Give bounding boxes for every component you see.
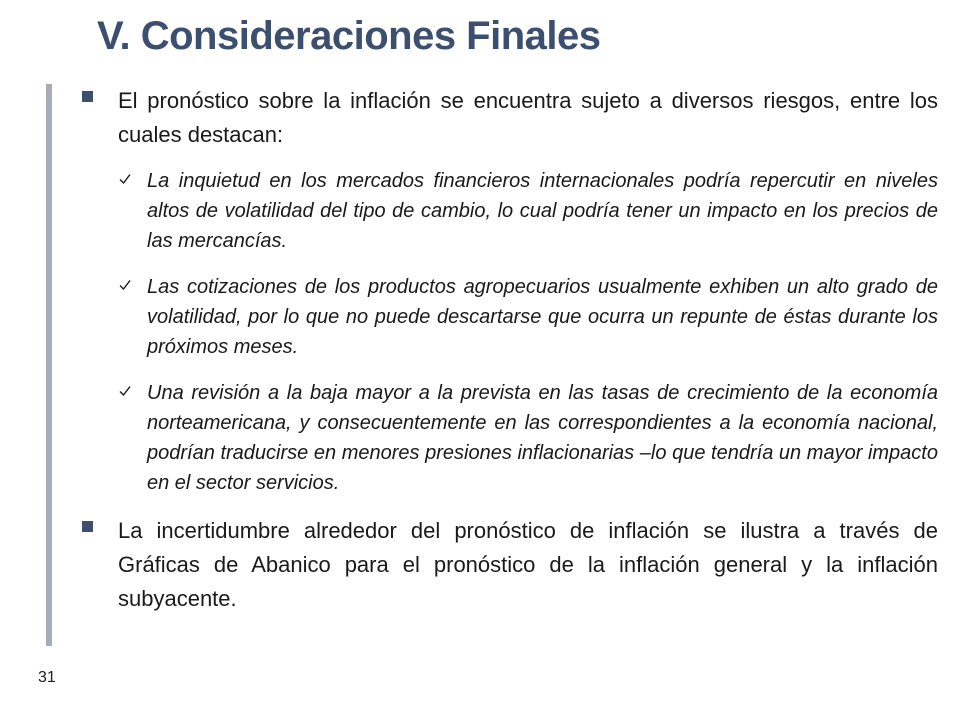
checkmark-icon [118,278,132,292]
sub-item [118,378,938,498]
sub-item-text: Una revisión a la baja mayor a la prevista en las tasas de crecimiento de la economía norteamericana, y consecuentemente en las correspondientes a la economía nacional, podrían traducirse en menores presiones inflacionarias –lo que tendría un mayor impacto en el sector servicios. [147,382,938,494]
checkmark-icon [118,384,132,398]
sub-item [118,272,938,362]
sub-item-text: La inquietud en los mercados financieros internacionales podría repercutir en niveles altos de volatilidad del tipo de cambio, lo cual podría tener un impacto en los precios de las mercancías. [147,170,938,252]
bullet-text: El pronóstico sobre la inflación se encuentra sujeto a diversos riesgos, entre los cuales destacan: [118,88,938,147]
square-bullet-icon [82,91,93,102]
bullet-item-risks [80,84,938,498]
sub-item [118,166,938,256]
sub-item-text: Las cotizaciones de los productos agropecuarios usualmente exhiben un alto grado de volatilidad, por lo que no puede descartarse que ocurra un repunte de éstas durante los próximos meses. [147,276,938,358]
square-bullet-icon [82,521,93,532]
page-number: 31 [38,669,56,686]
checkmark-icon [118,172,132,186]
side-rule [46,84,52,646]
bullet-item-fan-charts [80,514,938,616]
slide-title: V. Consideraciones Finales [97,14,601,58]
sub-list-risks [118,166,938,498]
bullet-text: La incertidumbre alrededor del pronóstico de inflación se ilustra a través de Gráficas de Abanico para el pronóstico de la inflación general y la inflación subyacente. [118,518,938,611]
slide-content [80,84,938,616]
